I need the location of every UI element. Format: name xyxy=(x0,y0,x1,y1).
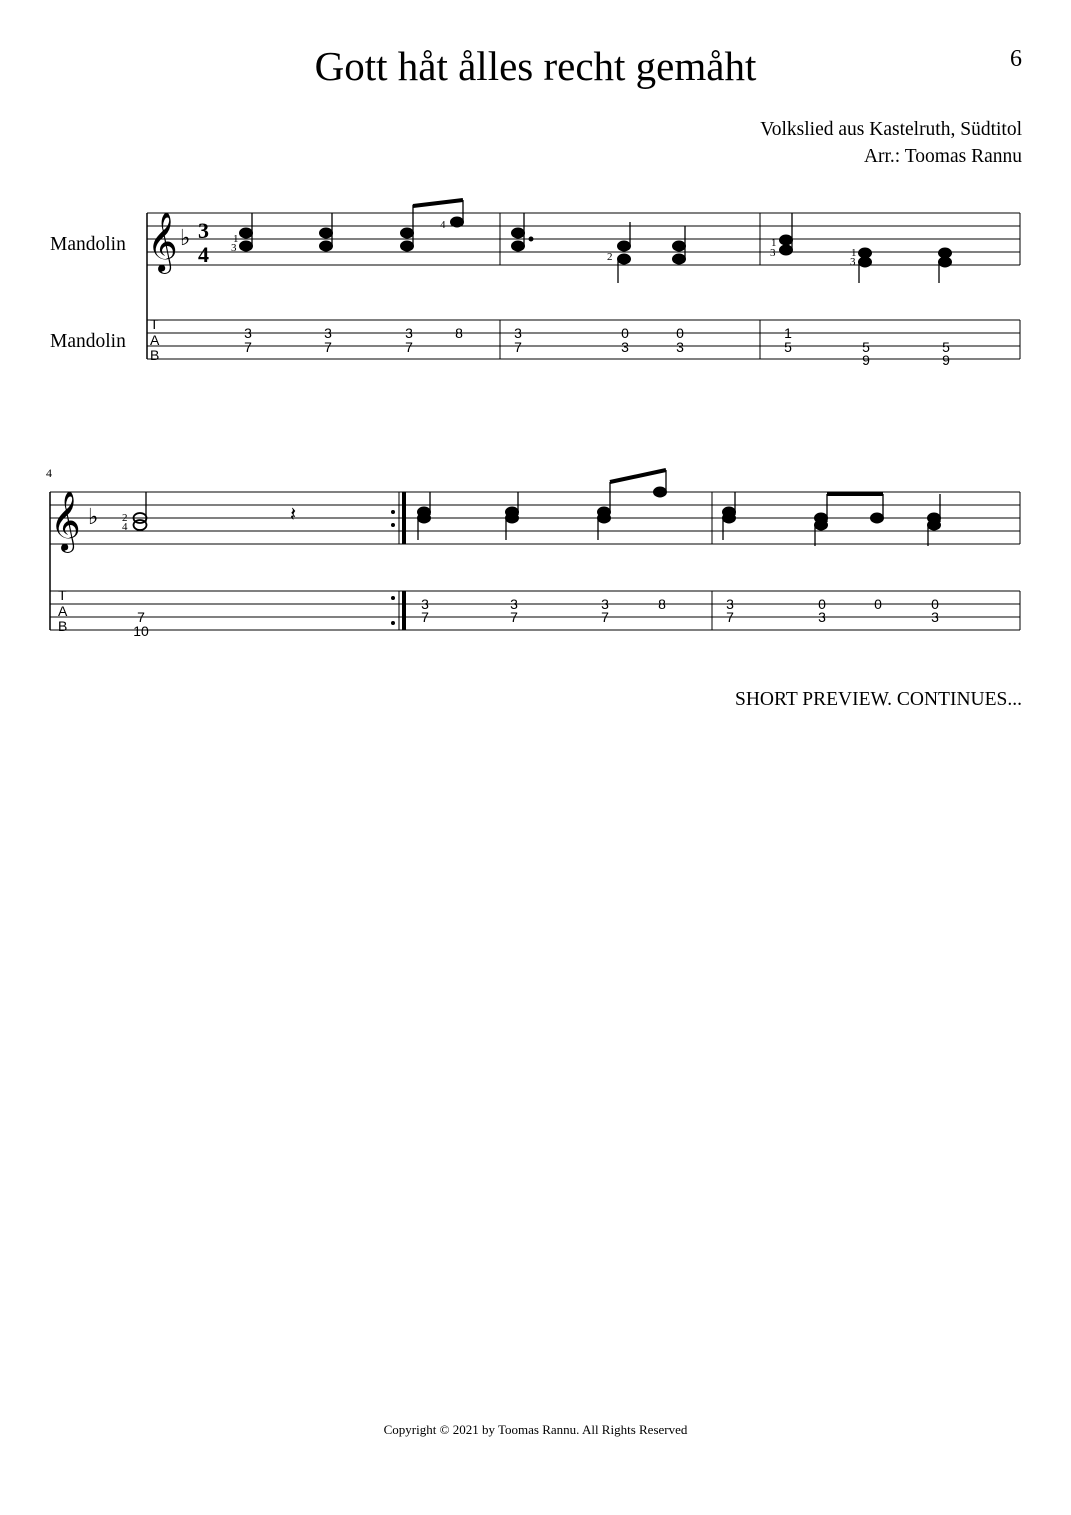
tab-clef xyxy=(150,316,160,363)
svg-text:0: 0 xyxy=(931,596,939,612)
tab-staff-label: Mandolin xyxy=(50,331,126,352)
svg-text:0: 0 xyxy=(874,596,882,612)
svg-text:3: 3 xyxy=(510,596,518,612)
svg-text:1: 1 xyxy=(851,247,857,259)
svg-text:A: A xyxy=(150,332,160,348)
svg-text:B: B xyxy=(58,618,68,634)
system-1 xyxy=(147,213,1020,359)
composer-line: Volkslied aus Kastelruth, Südtitol xyxy=(760,119,1022,140)
svg-text:8: 8 xyxy=(455,325,463,341)
svg-text:0: 0 xyxy=(818,596,826,612)
svg-text:9: 9 xyxy=(942,352,950,368)
svg-text:7: 7 xyxy=(514,339,522,355)
svg-text:1: 1 xyxy=(771,237,777,249)
svg-text:3: 3 xyxy=(850,256,856,268)
flat-key-signature: ♭ xyxy=(180,226,191,251)
quarter-rest-icon: 𝄽 xyxy=(290,502,297,526)
svg-text:8: 8 xyxy=(658,596,666,612)
svg-text:7: 7 xyxy=(244,339,252,355)
svg-text:B: B xyxy=(150,347,160,363)
svg-text:0: 0 xyxy=(621,325,629,341)
fingerings-system-2 xyxy=(122,512,128,533)
svg-text:5: 5 xyxy=(862,339,870,355)
arranger-line: Arr.: Toomas Rannu xyxy=(863,146,1022,167)
svg-text:7: 7 xyxy=(601,609,609,625)
svg-text:3: 3 xyxy=(324,325,332,341)
svg-text:7: 7 xyxy=(421,609,429,625)
svg-text:3: 3 xyxy=(514,325,522,341)
treble-clef-icon: 𝄞 xyxy=(50,491,81,551)
svg-text:3: 3 xyxy=(244,325,252,341)
flat-key-signature: ♭ xyxy=(88,505,99,530)
svg-text:5: 5 xyxy=(784,339,792,355)
svg-text:5: 5 xyxy=(942,339,950,355)
svg-text:3: 3 xyxy=(770,247,776,259)
copyright-notice: Copyright © 2021 by Toomas Rannu. All Rights Reserved xyxy=(383,1422,688,1437)
svg-text:3: 3 xyxy=(818,609,826,625)
tab-clef xyxy=(58,587,68,634)
measure-3 xyxy=(780,213,952,283)
staff-lines xyxy=(147,213,1020,265)
time-signature-bottom: 4 xyxy=(198,242,209,267)
notation-staff-label: Mandolin xyxy=(50,234,126,255)
svg-text:4: 4 xyxy=(440,219,446,231)
svg-text:3: 3 xyxy=(601,596,609,612)
svg-text:1: 1 xyxy=(233,233,239,245)
svg-text:0: 0 xyxy=(676,325,684,341)
svg-text:7: 7 xyxy=(405,339,413,355)
repeat-dots xyxy=(391,510,395,625)
tab-lines xyxy=(147,320,1020,359)
svg-text:T: T xyxy=(150,316,159,332)
svg-text:4: 4 xyxy=(122,521,128,533)
treble-clef-icon: 𝄞 xyxy=(147,212,178,272)
time-signature-top: 3 xyxy=(198,218,209,243)
page-number: 6 xyxy=(1010,46,1022,72)
svg-text:2: 2 xyxy=(122,512,128,524)
svg-text:10: 10 xyxy=(133,623,149,639)
measure-4 xyxy=(134,492,147,530)
svg-text:3: 3 xyxy=(621,339,629,355)
svg-text:7: 7 xyxy=(324,339,332,355)
svg-text:T: T xyxy=(58,587,67,603)
svg-text:3: 3 xyxy=(405,325,413,341)
measure-number: 4 xyxy=(46,466,52,480)
svg-text:3: 3 xyxy=(726,596,734,612)
svg-text:1: 1 xyxy=(784,325,792,341)
svg-text:A: A xyxy=(58,603,68,619)
svg-text:2: 2 xyxy=(607,251,613,263)
measure-6 xyxy=(723,492,941,546)
svg-text:3: 3 xyxy=(421,596,429,612)
svg-text:3: 3 xyxy=(231,242,237,254)
svg-text:7: 7 xyxy=(510,609,518,625)
measure-2 xyxy=(512,213,686,283)
svg-text:3: 3 xyxy=(676,339,684,355)
svg-text:7: 7 xyxy=(726,609,734,625)
svg-text:9: 9 xyxy=(862,352,870,368)
song-title: Gott håt ålles recht gemåht xyxy=(314,43,757,89)
preview-notice: SHORT PREVIEW. CONTINUES... xyxy=(734,689,1022,710)
svg-text:7: 7 xyxy=(137,609,145,625)
svg-text:3: 3 xyxy=(931,609,939,625)
